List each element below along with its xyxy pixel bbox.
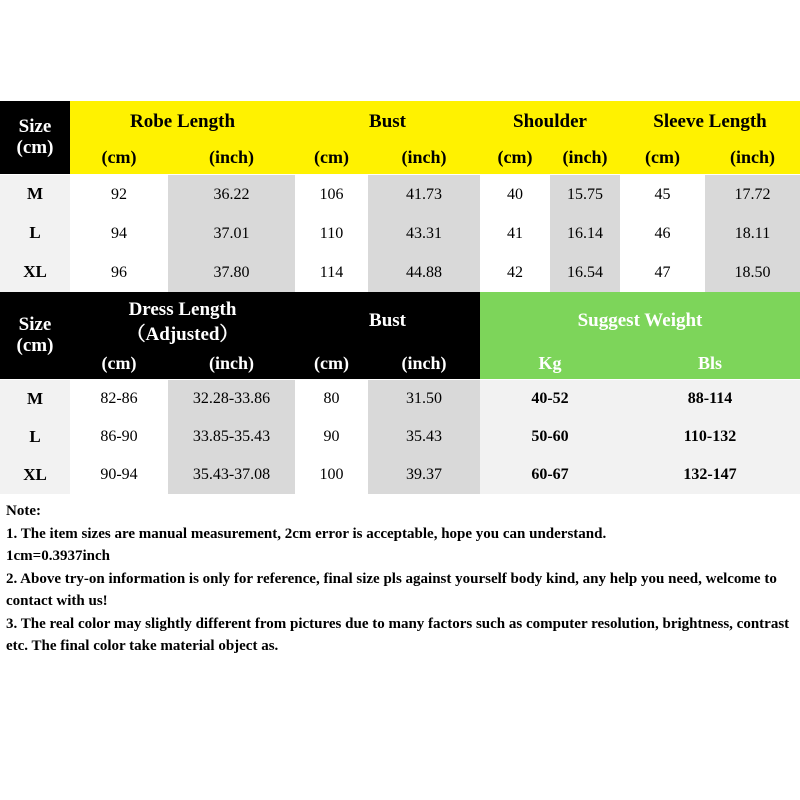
size-label: M <box>0 380 70 418</box>
cell-weight-bls: 110-132 <box>620 418 800 456</box>
unit-cm: (cm) <box>101 147 137 168</box>
cell-value: 17.72 <box>705 175 800 214</box>
unit-cm: (cm) <box>101 353 137 374</box>
cell-value: 96 <box>70 253 168 292</box>
cell-value: 43.31 <box>368 214 480 253</box>
cell-value: 80 <box>295 380 368 418</box>
cell-weight-kg: 40-52 <box>480 380 620 418</box>
table-row <box>0 253 800 292</box>
table-row <box>0 380 800 418</box>
size-header: Size (cm) <box>0 101 70 174</box>
cell-value: 100 <box>295 456 368 494</box>
size-header: Size (cm) <box>16 313 54 356</box>
size-label: L <box>0 418 70 456</box>
group-bust: Bust <box>369 110 406 132</box>
cell-value: 18.11 <box>705 214 800 253</box>
cell-value: 47 <box>620 253 705 292</box>
unit-kg: Kg <box>538 353 562 374</box>
notes-title: Note: <box>6 503 41 519</box>
note-line: 3. The real color may slightly different from pictures due to many factors such as computer resolution, brightness, contrast etc. The final color take material object as. <box>6 615 790 654</box>
table-row <box>0 175 800 214</box>
cell-value: 39.37 <box>368 456 480 494</box>
cell-weight-kg: 60-67 <box>480 456 620 494</box>
cell-weight-bls: 88-114 <box>620 380 800 418</box>
unit-cm: (cm) <box>314 353 349 374</box>
cell-value: 45 <box>620 175 705 214</box>
cell-value: 41.73 <box>368 175 480 214</box>
notes-section <box>6 500 796 658</box>
group-robe-length: Robe Length <box>129 110 236 132</box>
cell-value: 86-90 <box>70 418 168 456</box>
note-line: 1cm=0.3937inch <box>6 548 110 564</box>
cell-value: 41 <box>480 214 550 253</box>
cell-value: 110 <box>295 214 368 253</box>
size-label: XL <box>0 253 70 292</box>
unit-bls: Bls <box>697 353 722 374</box>
note-line: 1. The item sizes are manual measurement, 2cm error is acceptable, hope you can understand. <box>6 525 607 542</box>
unit-inch: (inch) <box>401 353 447 374</box>
cell-value: 90-94 <box>70 456 168 494</box>
cell-value: 36.22 <box>168 175 295 214</box>
unit-cm: (cm) <box>645 147 680 168</box>
cell-value: 16.14 <box>550 214 620 253</box>
group-dress-length: Dress Length <box>128 298 237 320</box>
size-label: L <box>0 214 70 253</box>
table-row <box>0 456 800 494</box>
note-line: 2. Above try-on information is only for reference, final size pls against yourself body kind, any help you need, welcome to contact with us! <box>6 570 777 609</box>
group-bust: Bust <box>369 309 406 331</box>
cell-value: 82-86 <box>70 380 168 418</box>
size-table-2 <box>0 292 800 494</box>
cell-value: 35.43-37.08 <box>168 456 295 494</box>
cell-value: 35.43 <box>368 418 480 456</box>
group-shoulder: Shoulder <box>513 110 587 132</box>
cell-value: 92 <box>70 175 168 214</box>
unit-cm: (cm) <box>314 147 349 168</box>
cell-value: 114 <box>295 253 368 292</box>
cell-value: 31.50 <box>368 380 480 418</box>
unit-inch: (inch) <box>730 147 775 168</box>
cell-value: 44.88 <box>368 253 480 292</box>
cell-value: 32.28-33.86 <box>168 380 295 418</box>
group-suggest-weight: Suggest Weight <box>577 309 703 331</box>
unit-cm: (cm) <box>497 147 533 168</box>
cell-value: 40 <box>480 175 550 214</box>
cell-value: 37.80 <box>168 253 295 292</box>
size-label: XL <box>0 456 70 494</box>
cell-weight-kg: 50-60 <box>480 418 620 456</box>
size-table-1 <box>0 101 800 292</box>
cell-value: 37.01 <box>168 214 295 253</box>
group-dress-length-adjusted: （Adjusted） <box>126 323 239 345</box>
group-sleeve-length: Sleeve Length <box>653 110 767 132</box>
unit-inch: (inch) <box>562 147 608 168</box>
cell-value: 90 <box>295 418 368 456</box>
cell-value: 16.54 <box>550 253 620 292</box>
cell-value: 33.85-35.43 <box>168 418 295 456</box>
table-row <box>0 418 800 456</box>
cell-value: 15.75 <box>550 175 620 214</box>
cell-value: 106 <box>295 175 368 214</box>
cell-value: 42 <box>480 253 550 292</box>
table-row <box>0 214 800 253</box>
size-label: M <box>0 175 70 214</box>
cell-value: 18.50 <box>705 253 800 292</box>
unit-inch: (inch) <box>209 147 254 168</box>
cell-weight-bls: 132-147 <box>620 456 800 494</box>
cell-value: 46 <box>620 214 705 253</box>
unit-inch: (inch) <box>401 147 447 168</box>
cell-value: 94 <box>70 214 168 253</box>
unit-inch: (inch) <box>209 353 254 374</box>
